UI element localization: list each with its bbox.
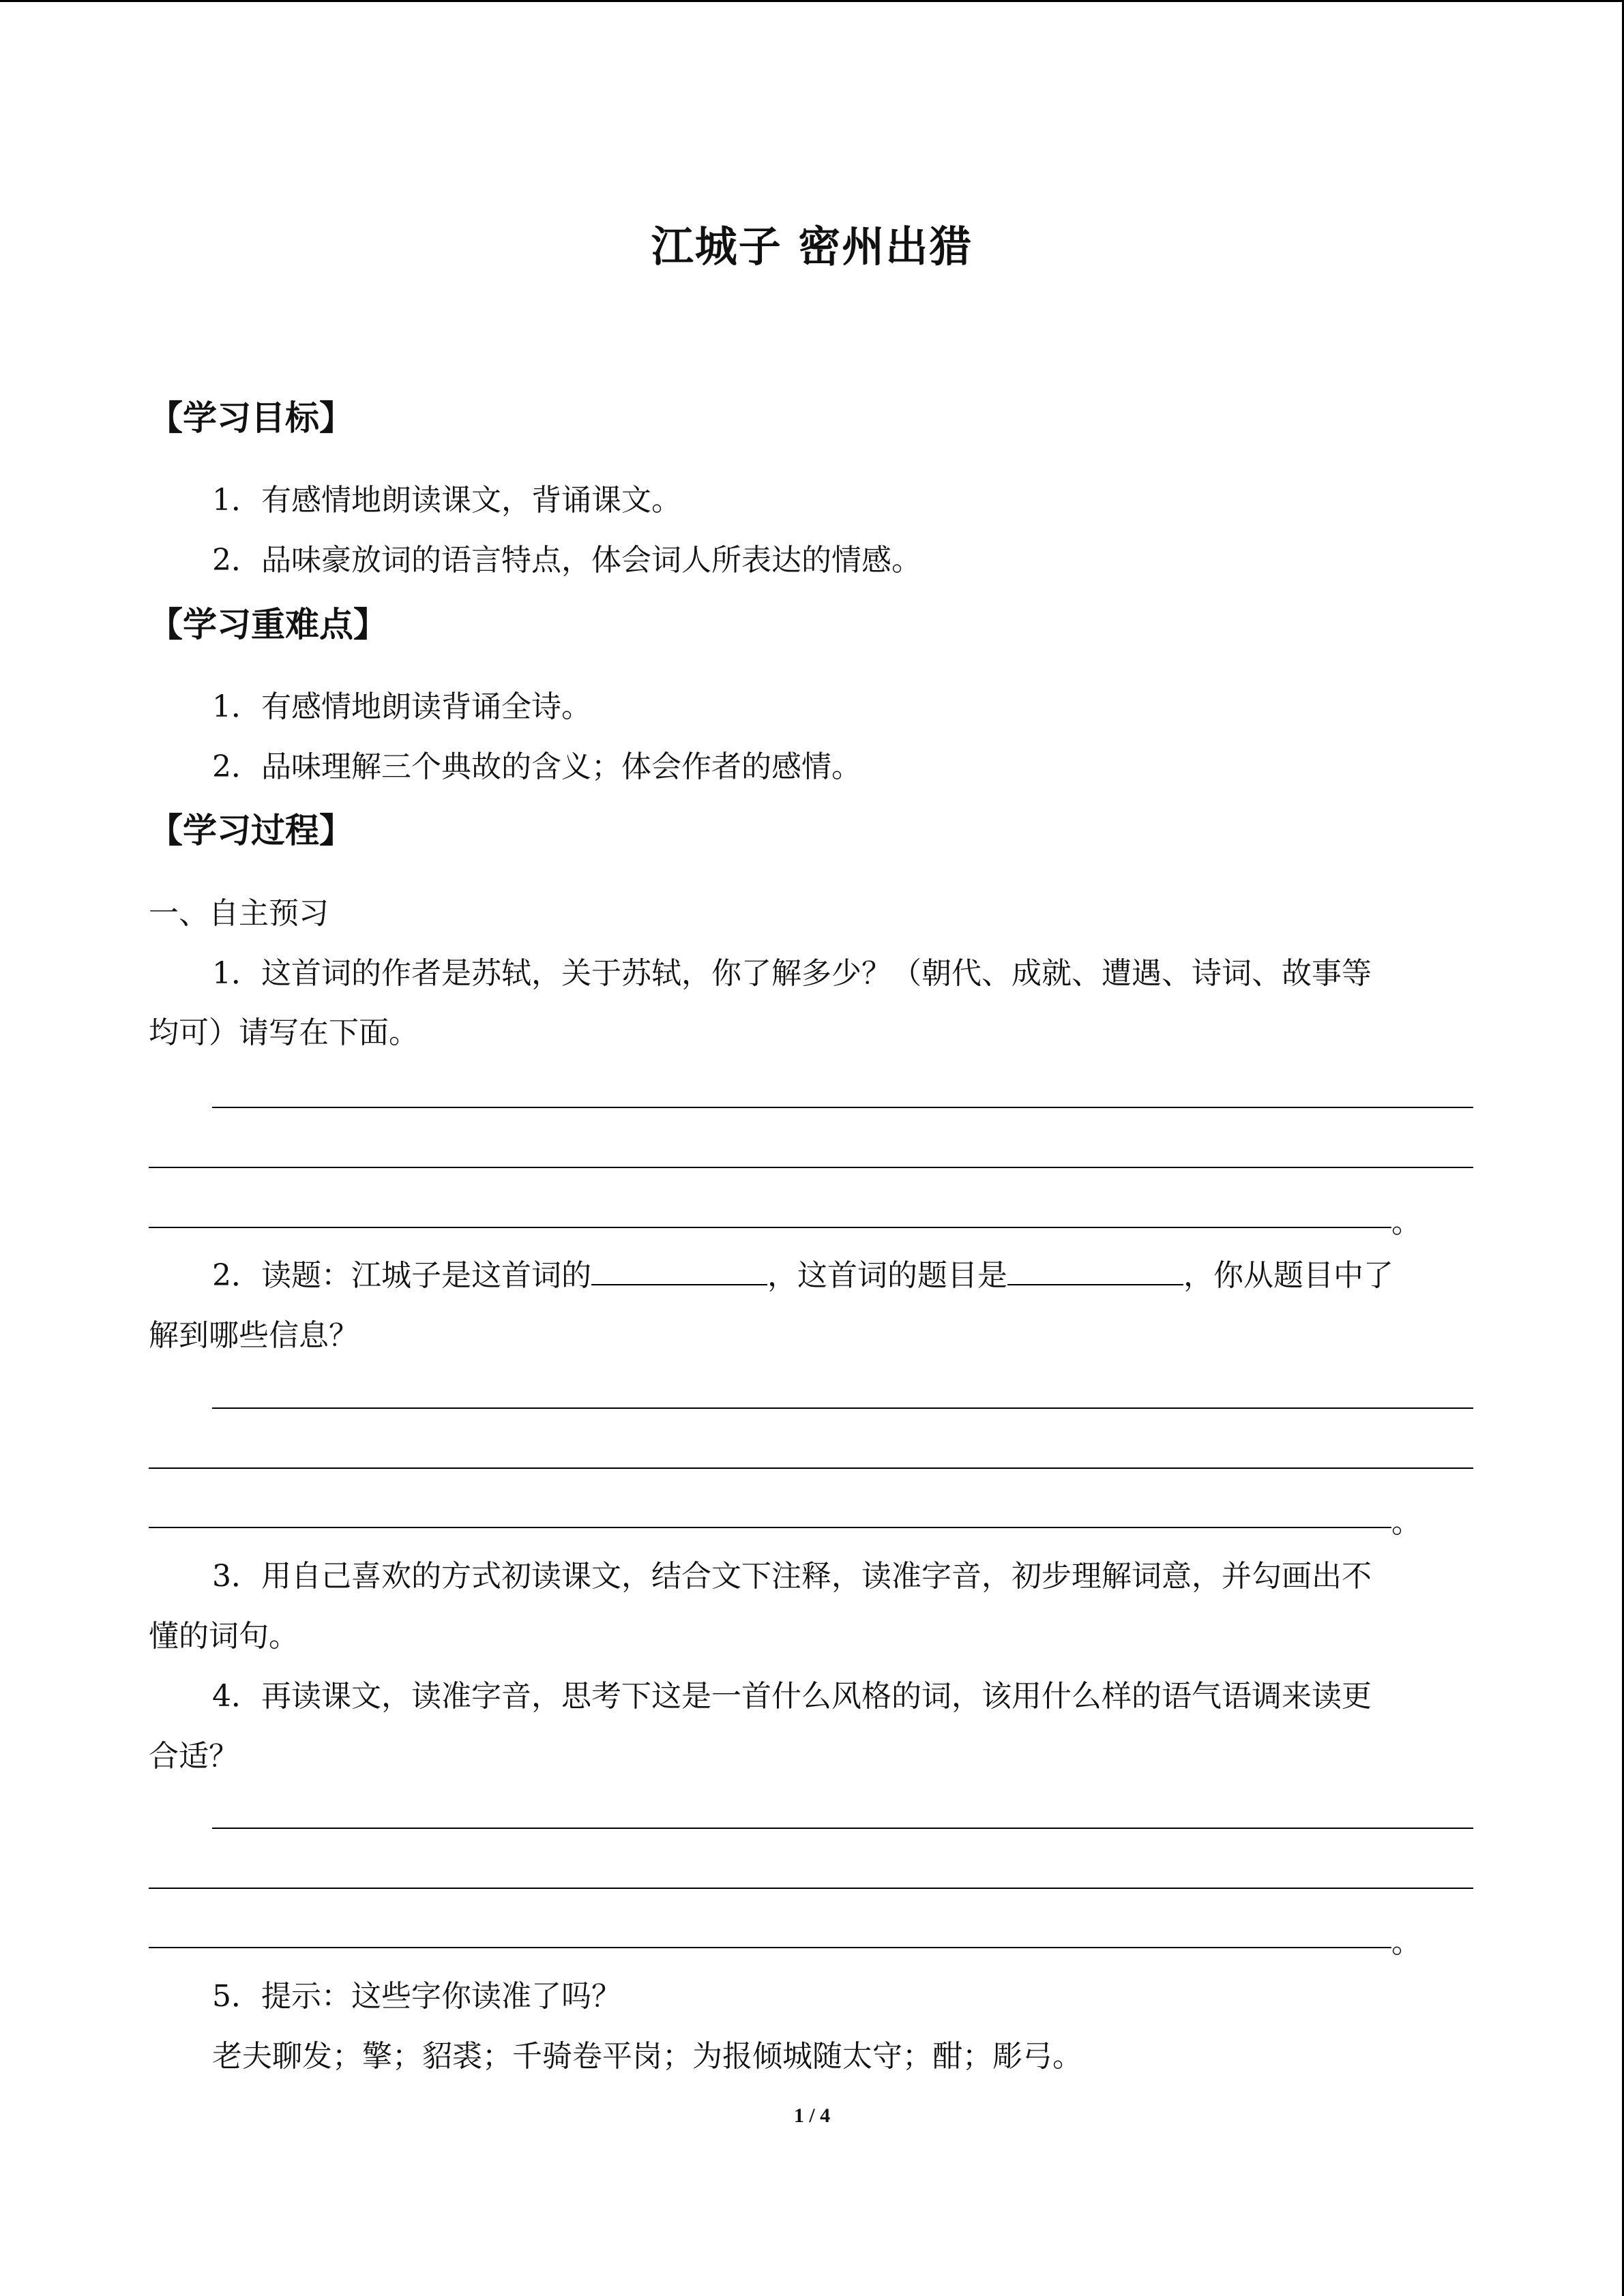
- question-1-line2: 均可）请写在下面。: [149, 1015, 419, 1050]
- question-4-line1: 4．再读课文，读准字音，思考下这是一首什么风格的词，该用什么样的语气语调来读更: [212, 1679, 1372, 1714]
- answer-line[interactable]: [149, 1467, 1473, 1469]
- question-3-line1: 3．用自己喜欢的方式初读课文，结合文下注释，读准字音，初步理解词意，并勾画出不: [212, 1559, 1372, 1594]
- question-2-text-b: ，这首词的题目是: [767, 1258, 1007, 1293]
- question-5-line1: 5．提示：这些字你读准了吗？: [212, 1979, 621, 2014]
- objective-item: 1．有感情地朗读课文，背诵课文。: [212, 483, 681, 518]
- answer-line[interactable]: [149, 1947, 1391, 1948]
- part1-title: 一、自主预习: [149, 896, 329, 931]
- question-2-text-a: 2．读题：江城子是这首词的: [212, 1258, 591, 1293]
- answer-line[interactable]: [149, 1227, 1391, 1228]
- key-point-item: 1．有感情地朗读背诵全诗。: [212, 689, 591, 724]
- end-period: 。: [1391, 1505, 1421, 1540]
- answer-line[interactable]: [212, 1828, 1473, 1829]
- end-period: 。: [1391, 1925, 1421, 1960]
- question-3-line2: 懂的词句。: [149, 1619, 299, 1654]
- page-border-top: [0, 0, 1624, 2]
- fill-blank-2[interactable]: [1007, 1283, 1183, 1285]
- fill-blank-1[interactable]: [591, 1283, 767, 1285]
- key-point-item: 2．品味理解三个典故的含义；体会作者的感情。: [212, 749, 861, 784]
- question-2-text-c: ，你从题目中了: [1183, 1258, 1393, 1293]
- answer-line[interactable]: [212, 1407, 1473, 1409]
- answer-line[interactable]: [149, 1167, 1473, 1168]
- page-title: 江城子 密州出猎: [651, 222, 973, 271]
- question-5-line2: 老夫聊发；擎；貂裘；千骑卷平岗；为报倾城随太守；酣；彫弓。: [212, 2039, 1082, 2074]
- objective-item: 2．品味豪放词的语言特点，体会词人所表达的情感。: [212, 543, 921, 578]
- answer-line[interactable]: [149, 1527, 1391, 1528]
- question-1-line1: 1．这首词的作者是苏轼，关于苏轼，你了解多少？（朝代、成就、遭遇、诗词、故事等: [212, 956, 1372, 991]
- question-2-line1: [212, 1251, 1393, 1294]
- question-4-line2: 合适？: [149, 1739, 239, 1774]
- question-2-line2: 解到哪些信息？: [149, 1318, 359, 1353]
- answer-line[interactable]: [149, 1888, 1473, 1889]
- answer-line[interactable]: [212, 1107, 1473, 1108]
- end-period: 。: [1391, 1205, 1421, 1240]
- key-points-heading: 【学习重难点】: [149, 604, 387, 644]
- objectives-heading: 【学习目标】: [149, 398, 353, 438]
- page-number: 1 / 4: [793, 2104, 831, 2127]
- process-heading: 【学习过程】: [149, 810, 353, 850]
